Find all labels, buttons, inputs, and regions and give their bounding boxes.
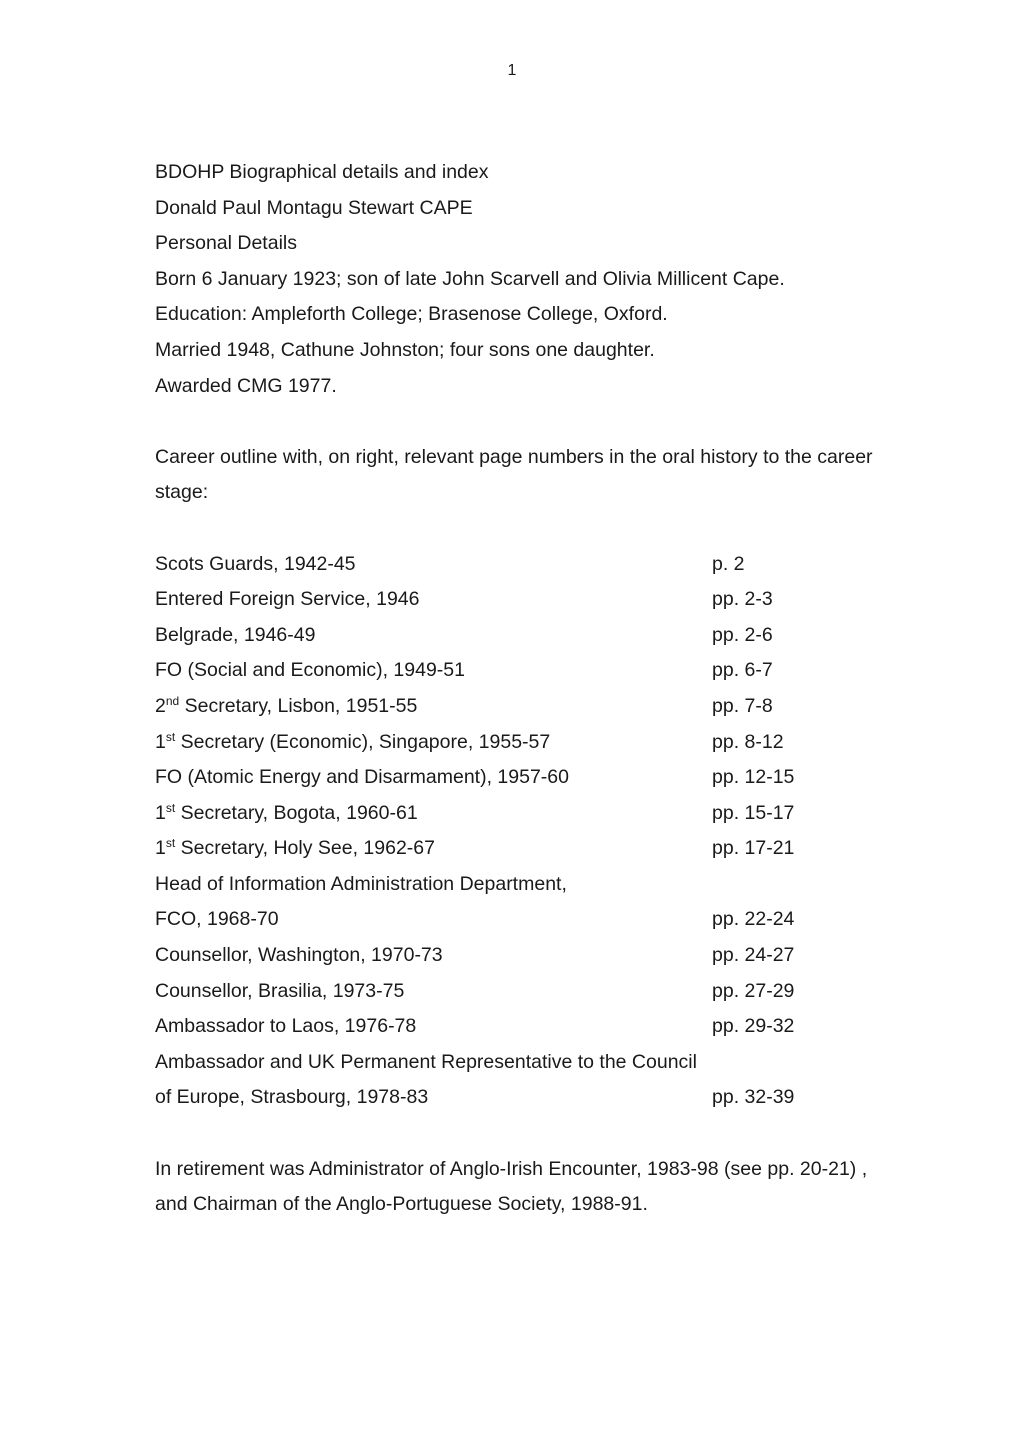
career-row xyxy=(155,689,875,725)
career-role-text: Secretary, Lisbon, 1951-55 xyxy=(179,694,418,717)
career-intro-line-1: Career outline with, on right, relevant page numbers in the oral history to the career xyxy=(155,445,873,468)
career-role xyxy=(155,1080,428,1116)
career-table xyxy=(155,547,875,1117)
career-role-text: FO (Atomic Energy and Disarmament), 1957-60 xyxy=(155,766,569,789)
career-pages: pp. 24-27 xyxy=(712,944,795,967)
career-row xyxy=(155,1009,875,1045)
retirement-line-1: In retirement was Administrator of Anglo-Irish Encounter, 1983-98 (see pp. 20-21) , xyxy=(155,1157,868,1180)
career-role xyxy=(155,725,550,761)
career-row xyxy=(155,653,875,689)
career-role xyxy=(155,1045,697,1081)
career-ordinal-suffix: st xyxy=(165,836,176,851)
career-role-text: of Europe, Strasbourg, 1978-83 xyxy=(155,1086,429,1109)
career-role-text: Ambassador and UK Permanent Representative to the Council xyxy=(155,1050,697,1073)
career-role xyxy=(155,831,435,867)
career-pages: pp. 27-29 xyxy=(712,979,795,1002)
career-role xyxy=(155,902,279,938)
career-pages: pp. 12-15 xyxy=(712,766,795,789)
career-role-text: Secretary, Bogota, 1960-61 xyxy=(175,801,418,824)
career-role xyxy=(155,582,420,618)
career-role-text: Ambassador to Laos, 1976-78 xyxy=(155,1015,417,1038)
career-role xyxy=(155,1009,416,1045)
career-row xyxy=(155,974,875,1010)
career-ordinal-suffix: st xyxy=(165,729,176,744)
document-body xyxy=(155,155,875,1223)
career-role xyxy=(155,689,417,725)
career-pages: pp. 15-17 xyxy=(712,801,795,824)
career-role-text: FO (Social and Economic), 1949-51 xyxy=(155,659,465,682)
career-role xyxy=(155,867,567,903)
career-role xyxy=(155,760,569,796)
page-number: 1 xyxy=(507,62,517,79)
career-ordinal: 1 xyxy=(155,837,166,860)
career-pages: pp. 17-21 xyxy=(712,837,795,860)
personal-marriage: Married 1948, Cathune Johnston; four sons one daughter. xyxy=(155,338,655,361)
career-pages: pp. 6-7 xyxy=(712,659,773,682)
spacer xyxy=(155,1116,875,1152)
career-role-text: Head of Information Administration Department, xyxy=(155,872,567,895)
career-row xyxy=(155,1045,875,1081)
career-row xyxy=(155,618,875,654)
career-pages: pp. 29-32 xyxy=(712,1015,795,1038)
career-row xyxy=(155,725,875,761)
career-role xyxy=(155,796,418,832)
career-pages: pp. 2-3 xyxy=(712,588,773,611)
retirement-line-2: and Chairman of the Anglo-Portuguese Society, 1988-91. xyxy=(155,1193,648,1216)
career-pages: pp. 2-6 xyxy=(712,623,773,646)
career-role-text: Counsellor, Washington, 1970-73 xyxy=(155,944,443,967)
spacer xyxy=(155,511,875,547)
career-role-text: Counsellor, Brasilia, 1973-75 xyxy=(155,979,405,1002)
career-pages: pp. 7-8 xyxy=(712,694,773,717)
career-ordinal-suffix: st xyxy=(165,800,176,815)
career-role-text: Scots Guards, 1942-45 xyxy=(155,552,356,575)
career-pages: pp. 8-12 xyxy=(712,730,784,753)
career-ordinal: 1 xyxy=(155,730,166,753)
career-role-text: FCO, 1968-70 xyxy=(155,908,279,931)
career-role-text: Belgrade, 1946-49 xyxy=(155,623,316,646)
spacer xyxy=(155,404,875,440)
career-role-text: Entered Foreign Service, 1946 xyxy=(155,588,420,611)
career-row xyxy=(155,582,875,618)
document-title: BDOHP Biographical details and index xyxy=(155,161,489,183)
career-role xyxy=(155,653,465,689)
career-role xyxy=(155,938,443,974)
career-pages: pp. 22-24 xyxy=(712,908,795,931)
career-row xyxy=(155,760,875,796)
career-role xyxy=(155,547,356,583)
career-ordinal-suffix: nd xyxy=(165,693,180,708)
career-role-text: Secretary (Economic), Singapore, 1955-57 xyxy=(175,730,551,753)
personal-award: Awarded CMG 1977. xyxy=(155,374,337,397)
career-row xyxy=(155,831,875,867)
career-role-text: Secretary, Holy See, 1962-67 xyxy=(175,837,435,860)
career-row xyxy=(155,1080,875,1116)
career-pages: pp. 32-39 xyxy=(712,1086,795,1109)
career-role xyxy=(155,618,315,654)
career-row xyxy=(155,867,875,903)
career-row xyxy=(155,547,875,583)
career-row xyxy=(155,796,875,832)
career-row xyxy=(155,902,875,938)
personal-education: Education: Ampleforth College; Brasenose College, Oxford. xyxy=(155,303,668,326)
career-row xyxy=(155,938,875,974)
section-heading: Personal Details xyxy=(155,232,297,255)
career-role xyxy=(155,974,404,1010)
subject-name: Donald Paul Montagu Stewart CAPE xyxy=(155,196,473,219)
career-ordinal: 1 xyxy=(155,801,166,824)
personal-birth: Born 6 January 1923; son of late John Scarvell and Olivia Millicent Cape. xyxy=(155,267,785,290)
career-ordinal: 2 xyxy=(155,694,166,717)
career-pages: p. 2 xyxy=(712,552,745,575)
career-intro-line-2: stage: xyxy=(155,481,209,504)
